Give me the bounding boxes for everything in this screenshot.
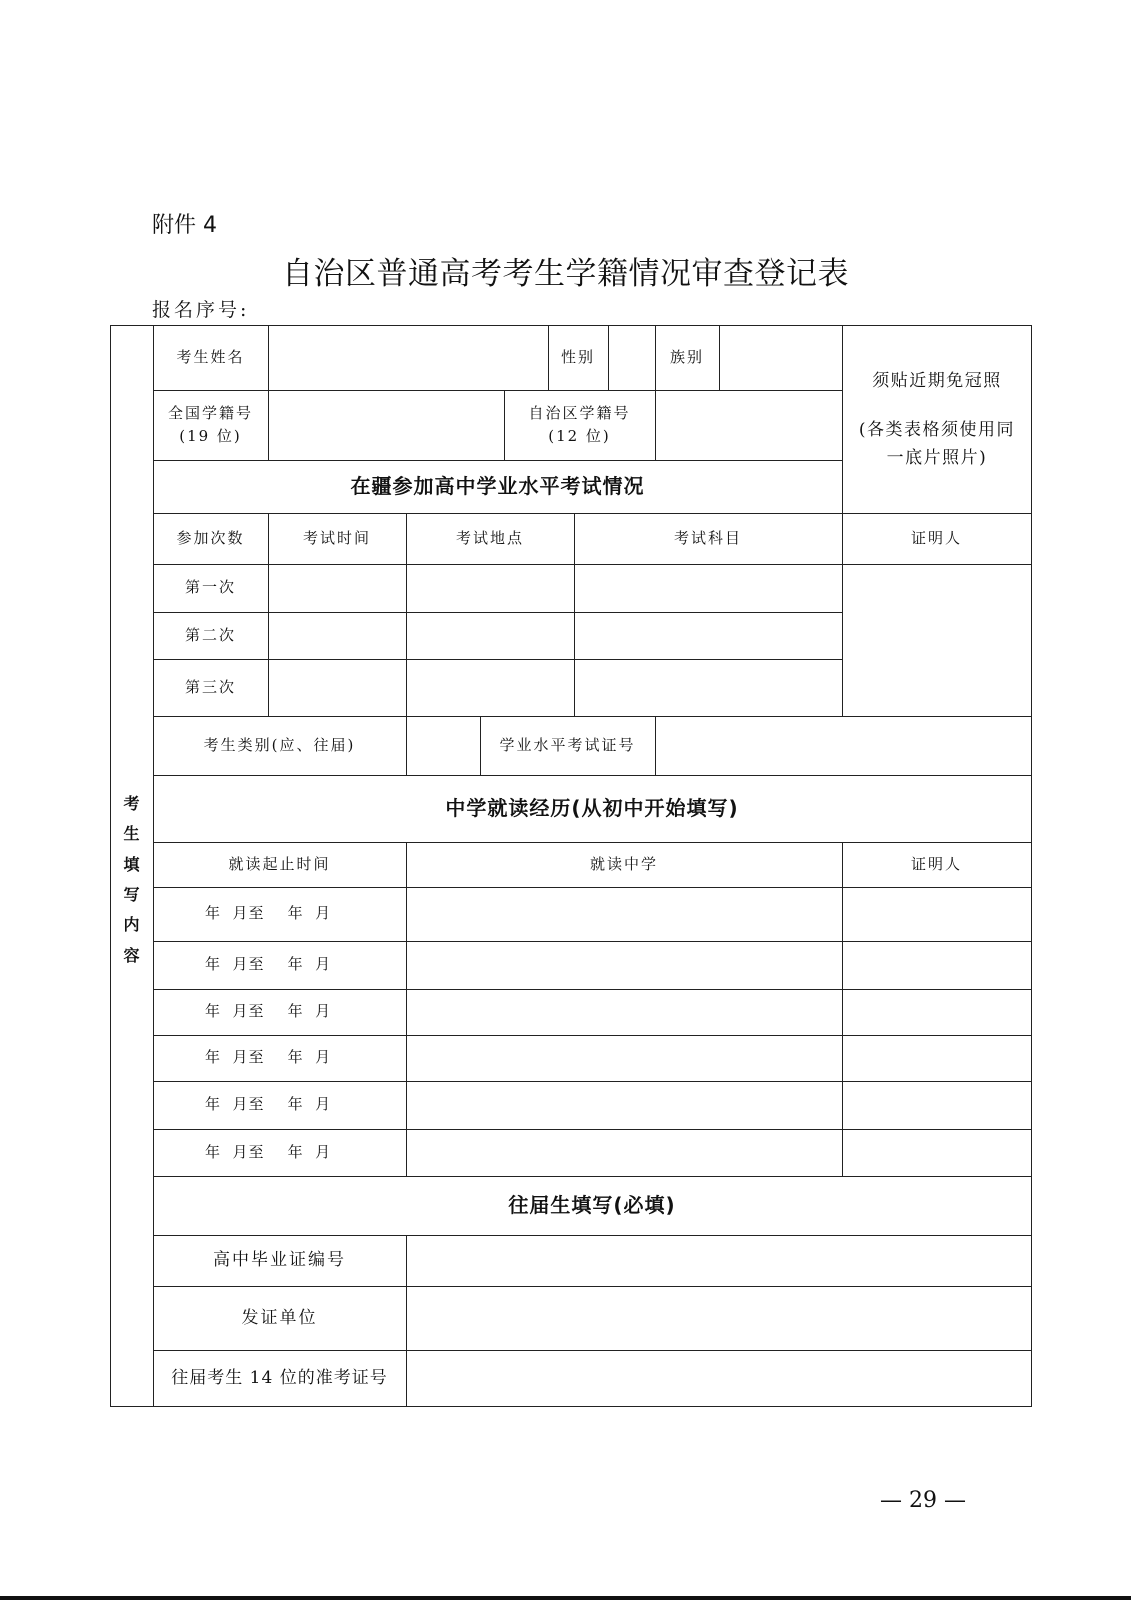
regional-id-label-text: 自治区学籍号 [528,403,631,422]
diploma-number-label: 高中毕业证编号 [213,1250,346,1271]
admission-ticket-field[interactable] [406,1350,1031,1406]
school-section-title: 中学就读经历(从初中开始填写) [445,796,739,820]
grid-line [842,842,843,1176]
school-period-row: 年 月至 年 月 [205,1002,332,1021]
photo-note: (各类表格须使用同一底片照片) [858,420,1016,468]
national-id-digits: (19 位) [179,427,242,445]
exam-section-title: 在疆参加高中学业水平考试情况 [350,474,645,498]
side-label-char: 考 [123,793,140,813]
school-period-row: 年 月至 年 月 [205,1048,332,1067]
gender-label: 性别 [560,347,595,366]
exam-header-location: 考试地点 [455,528,524,547]
side-label-char: 容 [123,945,140,965]
school-period-row: 年 月至 年 月 [205,955,332,974]
name-field[interactable] [268,325,548,390]
school-header-school: 就读中学 [589,854,658,873]
side-label-applicant-fill [110,790,153,970]
exam-row-third: 第三次 [184,677,236,696]
school-header-witness: 证明人 [910,854,962,873]
ethnicity-label: 族别 [669,347,704,366]
issuing-unit-field[interactable] [406,1286,1031,1350]
exam-header-time: 考试时间 [302,528,371,547]
side-label-char: 生 [123,824,140,844]
grid-line [153,564,1032,565]
name-label: 考生姓名 [176,347,245,366]
exam-header-attempt: 参加次数 [176,528,245,547]
applicant-category-label: 考生类别(应、往届) [203,735,356,754]
gender-field[interactable] [608,325,655,390]
school-period-row: 年 月至 年 月 [205,1142,332,1161]
side-label-char: 写 [123,885,140,904]
national-student-id-label [153,390,268,460]
previous-section-title: 往届生填写(必填) [508,1193,676,1217]
photo-placeholder [846,350,1028,490]
exam-row-second: 第二次 [184,625,236,644]
exam-row-first: 第一次 [184,578,236,597]
proficiency-cert-field[interactable] [655,716,1031,775]
school-period-row: 年 月至 年 月 [205,904,332,923]
applicant-category-field[interactable] [406,716,480,775]
form-title: 自治区普通高考考生学籍情况审查登记表 [282,256,849,292]
page-number: — 29 — [880,1488,966,1513]
national-student-id-field[interactable] [268,390,504,460]
national-id-label-text: 全国学籍号 [167,403,253,422]
ethnicity-field[interactable] [719,325,842,390]
attachment-label: 附件 4 [152,213,217,238]
exam-header-subject: 考试科目 [673,528,742,547]
school-header-period: 就读起止时间 [228,854,331,873]
registration-serial-label: 报名序号: [152,299,250,321]
bottom-border [0,1596,1131,1600]
regional-student-id-label [504,390,655,460]
diploma-number-field[interactable] [406,1235,1031,1286]
proficiency-cert-label: 学业水平考试证号 [499,735,636,754]
exam-header-witness: 证明人 [910,528,962,547]
grid-line [1031,325,1032,1406]
grid-line [406,842,407,1176]
side-label-char: 填 [123,854,140,874]
grid-line [110,1406,1032,1407]
regional-id-digits: (12 位) [548,427,611,445]
side-label-char: 内 [123,915,140,935]
admission-ticket-label: 往届考生 14 位的准考证号 [171,1367,388,1388]
school-period-row: 年 月至 年 月 [205,1095,332,1114]
issuing-unit-label: 发证单位 [241,1307,318,1328]
photo-instruction: 须贴近期免冠照 [872,371,1002,392]
regional-student-id-field[interactable] [655,390,842,460]
